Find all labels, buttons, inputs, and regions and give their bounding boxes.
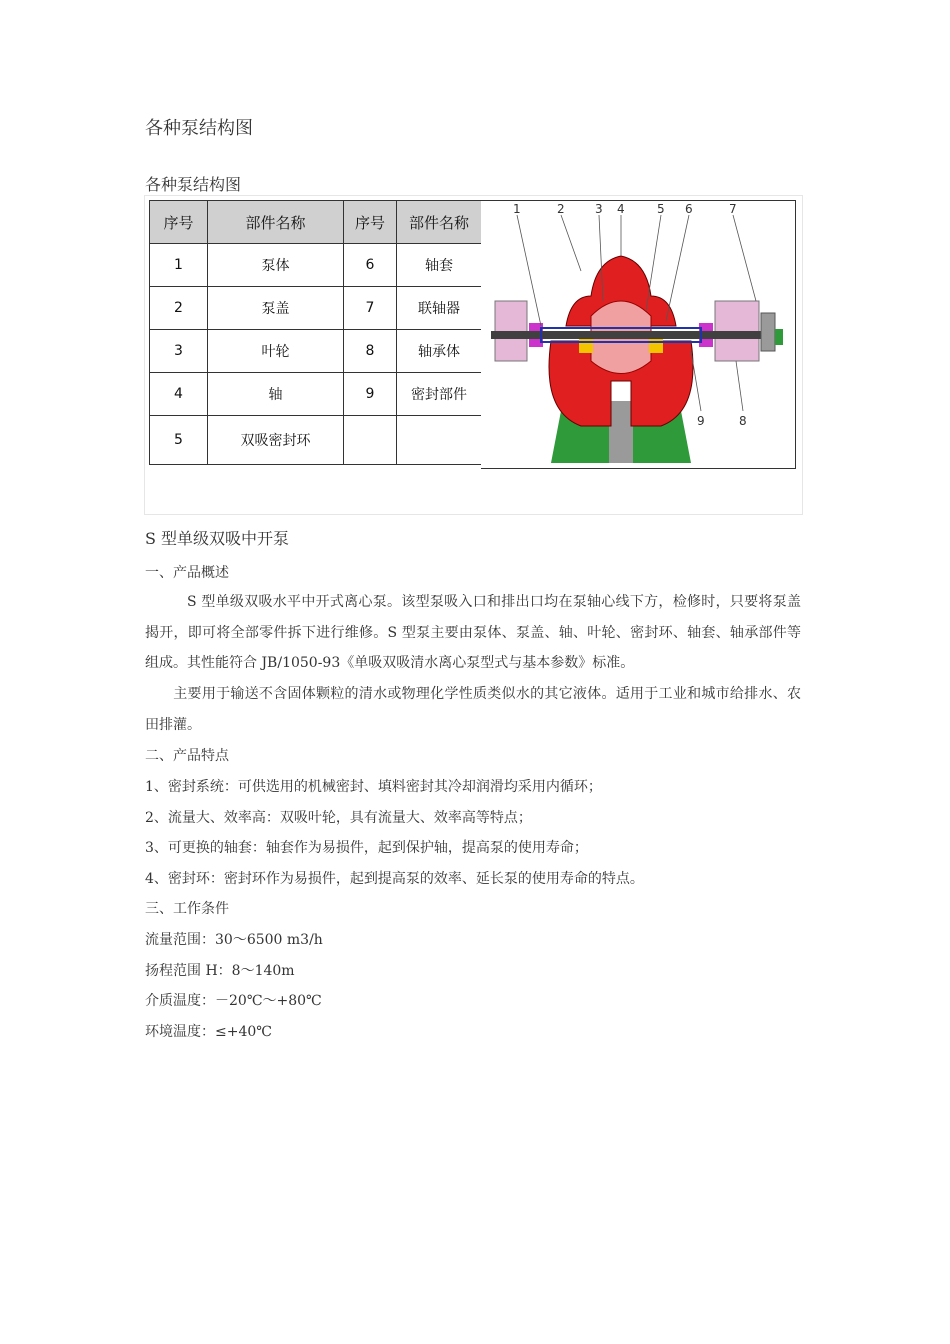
table-row <box>150 244 482 287</box>
diagram-label: 9 <box>697 414 705 428</box>
table-cell: 联轴器 <box>397 287 482 330</box>
parts-table <box>149 200 482 465</box>
page-title: 各种泵结构图 <box>145 118 253 139</box>
pump-base-pillar <box>609 401 633 463</box>
diagram-label: 6 <box>685 202 693 216</box>
diagram-label: 5 <box>657 202 665 216</box>
table-cell: 叶轮 <box>208 330 344 373</box>
overview-paragraph-1 <box>145 587 801 679</box>
feature-item: 2、流量大、效率高：双吸叶轮，具有流量大、效率高等特点； <box>145 810 532 826</box>
overview-heading: 一、产品概述 <box>145 565 229 581</box>
feature-item: 4、密封环：密封环作为易损件，起到提高泵的效率、延长泵的使用寿命的特点。 <box>145 871 644 887</box>
diagram-label: 4 <box>617 202 625 216</box>
table-cell <box>397 416 482 465</box>
table-header: 部件名称 <box>208 201 344 244</box>
table-cell: 泵盖 <box>208 287 344 330</box>
diagram-label: 3 <box>595 202 603 216</box>
table-cell: 3 <box>150 330 208 373</box>
pump-diagram-svg <box>481 201 795 468</box>
coupling-key <box>775 329 783 345</box>
diagram-label: 7 <box>729 202 737 216</box>
pump-shaft <box>491 331 771 339</box>
features-heading: 二、产品特点 <box>145 748 229 764</box>
pump-cross-section-diagram <box>481 200 796 469</box>
table-row <box>150 287 482 330</box>
table-cell: 7 <box>344 287 397 330</box>
table-cell: 双吸密封环 <box>208 416 344 465</box>
table-header: 序号 <box>150 201 208 244</box>
table-cell: 9 <box>344 373 397 416</box>
table-row <box>150 373 482 416</box>
pump-structure-figure <box>144 195 803 515</box>
table-cell: 泵体 <box>208 244 344 287</box>
table-cell: 1 <box>150 244 208 287</box>
table-cell: 5 <box>150 416 208 465</box>
table-header: 部件名称 <box>397 201 482 244</box>
table-cell: 2 <box>150 287 208 330</box>
overview-text-1: S 型单级双吸水平中开式离心泵。该型泵吸入口和排出口均在泵轴心线下方，检修时，只要将泵盖揭开，即可将全部零件拆下进行维修。S 型泵主要由泵体、泵盖、轴、叶轮、密封环、轴套、轴承部件等组成。其性能符合 JB/1050-93《单吸双吸清水离心泵型式与基本参数》标准。 <box>145 594 801 671</box>
overview-text-2: 主要用于输送不含固体颗粒的清水或物理化学性质类似水的其它液体。适用于工业和城市给排水、农田排灌。 <box>145 686 801 733</box>
table-header: 序号 <box>344 201 397 244</box>
figure-caption: 各种泵结构图 <box>145 175 242 194</box>
conditions-heading: 三、工作条件 <box>145 901 229 917</box>
condition-item: 介质温度：－20℃～+80℃ <box>145 993 322 1009</box>
diagram-label: 2 <box>557 202 565 216</box>
section-title: S 型单级双吸中开泵 <box>145 529 290 548</box>
table-row <box>150 330 482 373</box>
condition-item: 扬程范围 H：8～140m <box>145 963 295 979</box>
coupling <box>761 313 775 351</box>
table-cell: 密封部件 <box>397 373 482 416</box>
diagram-label: 8 <box>739 414 747 428</box>
feature-item: 1、密封系统：可供选用的机械密封、填料密封其冷却润滑均采用内循环； <box>145 779 602 795</box>
table-cell: 6 <box>344 244 397 287</box>
condition-item: 流量范围：30～6500 m3/h <box>145 932 323 948</box>
table-cell: 轴承体 <box>397 330 482 373</box>
table-cell: 轴 <box>208 373 344 416</box>
feature-item: 3、可更换的轴套：轴套作为易损件，起到保护轴，提高泵的使用寿命； <box>145 840 588 856</box>
overview-paragraph-2 <box>145 679 801 740</box>
table-cell: 轴套 <box>397 244 482 287</box>
table-cell: 8 <box>344 330 397 373</box>
table-header-row <box>150 201 482 244</box>
table-row <box>150 416 482 465</box>
diagram-label: 1 <box>513 202 521 216</box>
condition-item: 环境温度：≤+40℃ <box>145 1024 272 1040</box>
table-cell: 4 <box>150 373 208 416</box>
table-cell <box>344 416 397 465</box>
